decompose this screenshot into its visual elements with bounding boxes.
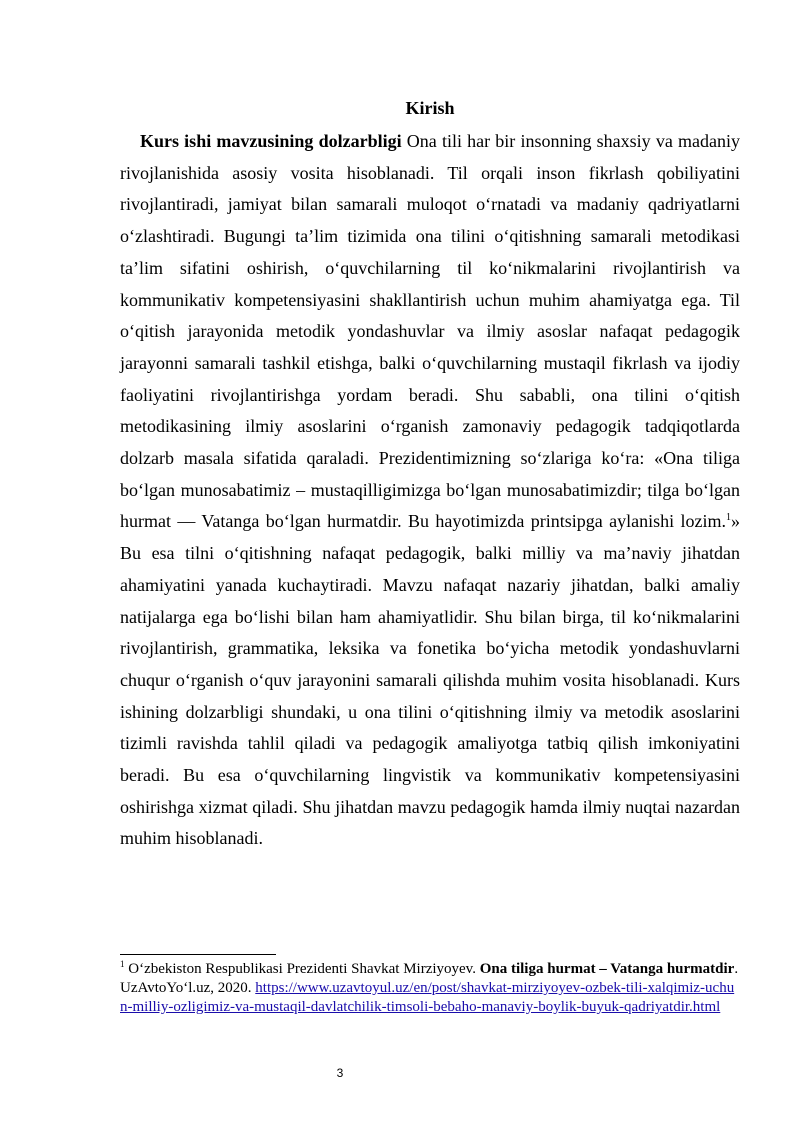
footnote-reference[interactable]: 1 — [726, 512, 731, 524]
page-number: 3 — [336, 1066, 344, 1080]
footnote-bold-title: Ona tiliga hurmat – Vatanga hurmatdir — [479, 961, 735, 977]
footnote-link[interactable]: https://www.uzavtoyul.uz/en/post/shavkat-mirziyoyev-ozbek-tili-xalqimiz-uchun-milliy-ozligimiz-va-mustaqil-davlatchilik-timsoli-bebaho-manaviy-boylik-buyuk-qadriyatdir.html — [120, 980, 735, 1015]
footnote-number: 1 — [120, 959, 125, 969]
paragraph-text-part2: » Bu esa tilni oʻqitishning nafaqat pedagogik, balki milliy va maʼnaviy jihatdan ahamiyatini yanada kuchaytiradi. Mavzu nafaqat nazariy jihatdan, balki amaliy natijalarga ega boʻlishi bilan ham ahamiyatlidir. Shu bilan birga, til koʻnikmalarini rivojlantirish, grammatika, leksika va fonetika boʻyicha metodik yondashuvlarni chuqur oʻrganish oʻquv jarayonini samarali qilishda muhim vosita hisoblanadi. Kurs ishining dolzarbligi shundaki, u ona tilini oʻqitishning ilmiy va metodik asoslarini tizimli ravishda tahlil qiladi va pedagogik amaliyotga tatbiq qilish imkoniyatini beradi. Bu esa oʻquvchilarning lingvistik va kommunikativ kompetensiyasini oshirishga xizmat qiladi. Shu jihatdan mavzu pedagogik hamda ilmiy nuqtai nazardan muhim hisoblanadi. — [120, 511, 740, 849]
section-heading: Kirish — [405, 98, 455, 118]
lead-bold-phrase: Kurs ishi mavzusining dolzarbligi — [140, 131, 402, 151]
footnote-text-before: Oʻzbekiston Respublikasi Prezidenti Shavkat Mirziyoyev. — [124, 961, 480, 977]
paragraph-text-part1: Ona tili har bir insonning shaxsiy va madaniy rivojlanishida asosiy vosita hisoblanadi. Til orqali inson fikrlash qobiliyatini rivojlantiradi, jamiyat bilan samarali muloqot oʻrnatadi va madaniy qadriyatlarni oʻzlashtiradi. Bugungi taʼlim tizimida ona tilini oʻqitishning samarali metodikasi taʼlim sifatini oshirish, oʻquvchilarning til koʻnikmalarini rivojlantirish va kommunikativ kompetensiyasini shakllantirish uchun muhim ahamiyatga ega. Til oʻqitish jarayonida metodik yondashuvlar va ilmiy asoslar nafaqat pedagogik jarayonni samarali tashkil etishga, balki oʻquvchilarning mustaqil fikrlash va ijodiy faoliyatini rivojlantirishga yordam beradi. Shu sababli, ona tilini oʻqitish metodikasining ilmiy asoslarini oʻrganish zamonaviy pedagogik tadqiqotlarda dolzarb masala sifatida qaraladi. Prezidentimizning soʻzlariga koʻra: «Ona tiliga boʻlgan munosabatimiz – mustaqilligimizga boʻlgan munosabatimizdir; tilga boʻlgan hurmat — Vatanga boʻlgan hurmatdir. Bu hayotimizda printsipga aylanishi lozim. — [120, 131, 740, 532]
footnote — [120, 960, 740, 1017]
footnote-separator — [120, 954, 276, 955]
footnote-text-after: . UzAvtoYoʻl.uz, 2020. — [120, 961, 739, 996]
body-paragraph — [120, 126, 740, 855]
